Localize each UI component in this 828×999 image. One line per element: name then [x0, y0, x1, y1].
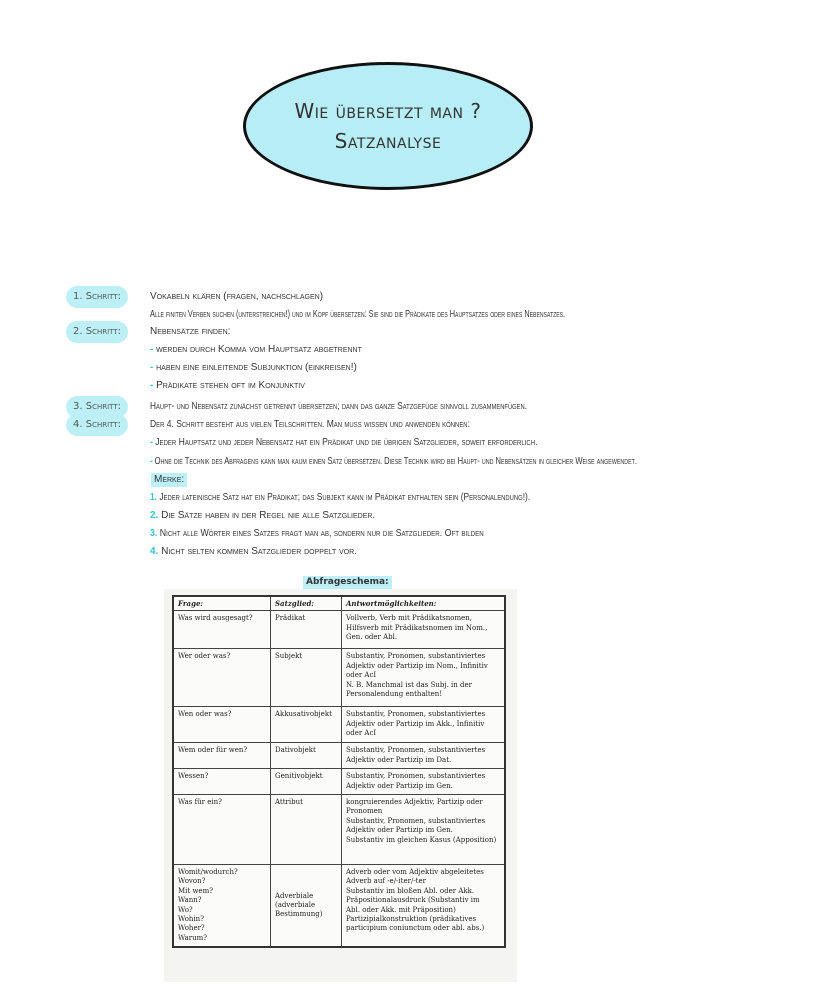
dash-icon: -	[150, 380, 157, 391]
schema-table	[172, 595, 506, 948]
table-row: Was wird ausgesagt? Prädikat Vollverb, Verb mit Prädikatsnomen, Hilfsverb mit Prädikatsnomen im Nom., Gen. oder Abl.	[173, 611, 505, 649]
table-row: Wer oder was? Subjekt Substantiv, Pronomen, substantiviertes Adjektiv oder Partizip im Nom., Infinitiv oder AcI N. B. Manchmal ist das Subj. in der Personalendung enthalten!	[173, 649, 505, 707]
step-4-line-a: Der 4. Schritt besteht aus vielen Teilschritten. Man muss wissen und anwenden können:	[150, 419, 470, 430]
title-line-2: Satzanalyse	[334, 129, 442, 153]
header-frage: Frage:	[173, 596, 271, 611]
dash-icon: -	[150, 362, 157, 373]
step-1-line-b: Alle finiten Verben suchen (unterstreichen!) und im Kopf übersetzen: Sie sind die Prädikate des Hauptsatzes oder eines Nebensatzes.	[150, 309, 566, 320]
table-row: Wen oder was? Akkusativobjekt Substantiv, Pronomen, substantiviertes Adjektiv oder Partizip im Akk., Infinitiv oder AcI	[173, 707, 505, 743]
step-2-line-a: Nebensätze finden:	[150, 326, 231, 337]
merke-label: Merke:	[151, 473, 187, 487]
step-3-label: 3. Schritt:	[66, 396, 128, 418]
merke-item-1: 1. Jeder lateinische Satz hat ein Prädikat; das Subjekt kann im Prädikat enthalten sein (Personalendung!).	[150, 492, 531, 503]
dash-icon: -	[150, 456, 155, 467]
step-4-bullet-1: - Jeder Hauptsatz und jeder Nebensatz hat ein Prädikat und die übrigen Satzglieder, soweit erforderlich.	[150, 437, 538, 448]
dash-icon: -	[150, 437, 156, 448]
header-antwort: Antwortmöglichkeiten:	[342, 596, 506, 611]
table-row-adverbiale: Womit/wodurch? Wovon? Mit wem? Wann? Wo? Wohin? Woher? Warum? Adverbiale (adverbiale Bestimmung) Adverb oder vom Adjektiv abgeleitetes Adverb auf -e/-iter/-ter Substantiv im bloßen Abl. oder Akk. Präpositionalausdruck (Substantiv im Abl. oder Akk. mit Präposition) Partizipialkonstruktion (prädikatives participium coniunctum oder abl. abs.)	[173, 865, 505, 948]
step-2-label: 2. Schritt:	[66, 321, 128, 343]
table-row: Was für ein? Attribut kongruierendes Adjektiv, Partizip oder Pronomen Substantiv, Pronomen, substantiviertes Adjektiv oder Partizip im Gen. Substantiv im gleichen Kasus (Apposition)	[173, 795, 505, 865]
dash-icon: -	[150, 344, 157, 355]
header-satzglied: Satzglied:	[271, 596, 342, 611]
step-2-bullet-2: - haben eine einleitende Subjunktion (einkreisen!)	[150, 362, 357, 373]
step-2-bullet-3: - Prädikate stehen oft im Konjunktiv	[150, 380, 305, 391]
merke-item-4: 4. Nicht selten kommen Satzglieder doppelt vor.	[150, 546, 357, 557]
step-1-line-a: Vokabeln klären (fragen, nachschlagen)	[150, 291, 324, 302]
schema-title: Abfrageschema:	[303, 576, 392, 589]
step-1-label: 1. Schritt:	[66, 286, 128, 308]
table-header-row	[173, 596, 505, 611]
schema-scan	[164, 589, 517, 982]
merke-item-3: 3. Nicht alle Wörter eines Satzes fragt man ab, sondern nur die Satzglieder. Oft bilden	[150, 528, 484, 539]
step-3-line: Haupt- und Nebensatz zunächst getrennt übersetzen; dann das ganze Satzgefüge sinnvoll zusammenfügen.	[150, 401, 528, 412]
merke-item-2: 2. Die Sätze haben in der Regel nie alle Satzglieder.	[150, 510, 376, 521]
title-oval	[243, 62, 533, 190]
step-2-bullet-1: - werden durch Komma vom Hauptsatz abgetrennt	[150, 344, 362, 355]
title-line-1: Wie übersetzt man ?	[294, 99, 482, 123]
step-4-bullet-2: - Ohne die Technik des Abfragens kann man kaum einen Satz übersetzen. Diese Technik wird bei Haupt- und Nebensätzen in gleicher Weise angewendet.	[150, 456, 638, 467]
table-row: Wessen? Genitivobjekt Substantiv, Pronomen, substantiviertes Adjektiv oder Partizip im Gen.	[173, 769, 505, 795]
step-4-label: 4. Schritt:	[66, 414, 128, 436]
table-row: Wem oder für wen? Dativobjekt Substantiv, Pronomen, substantiviertes Adjektiv oder Partizip im Dat.	[173, 743, 505, 769]
